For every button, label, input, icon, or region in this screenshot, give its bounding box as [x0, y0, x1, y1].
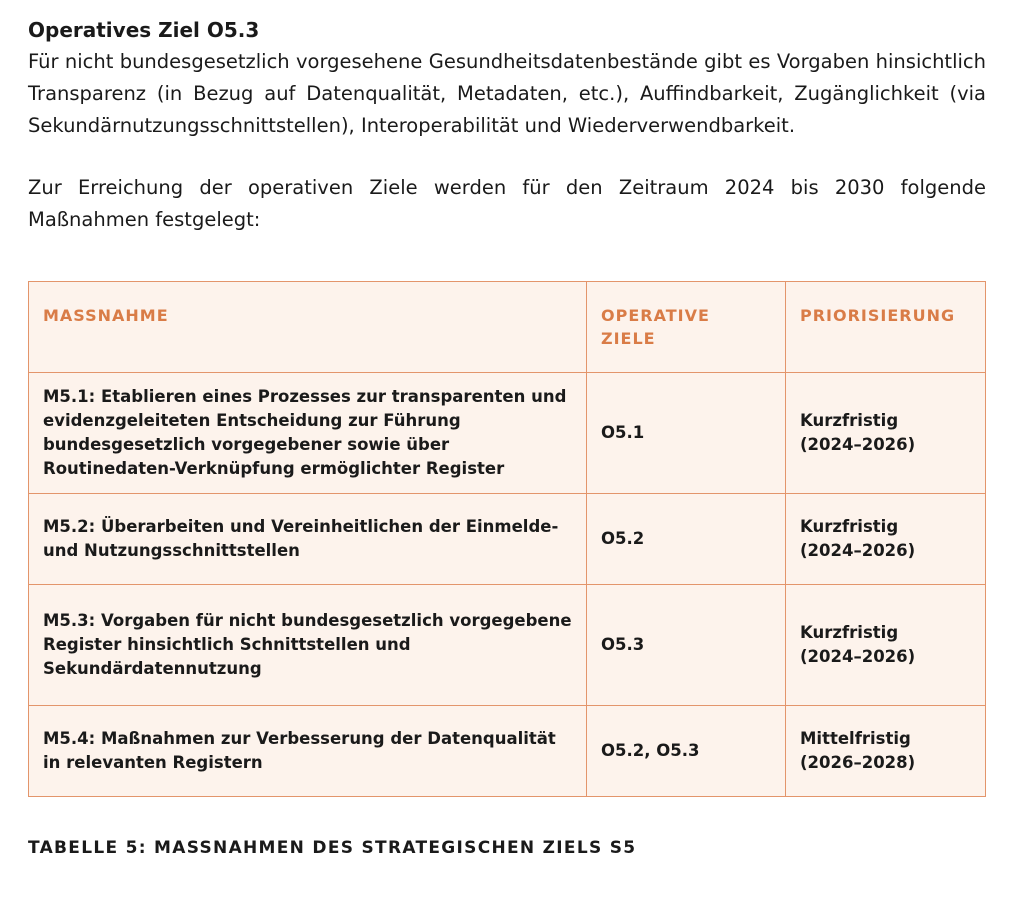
priority-period: (2024–2026)	[800, 541, 916, 560]
table-row	[29, 494, 986, 585]
goals-cell: O5.3	[587, 585, 786, 706]
table-row	[29, 585, 986, 706]
column-header-operative-goals: OPERATIVE ZIELE	[587, 282, 786, 373]
column-header-measure: MASSNAHME	[29, 282, 587, 373]
column-header-priority: PRIORISIERUNG	[786, 282, 986, 373]
table-caption: TABELLE 5: MASSNAHMEN DES STRATEGISCHEN ZIELS S5	[28, 838, 637, 858]
table-row	[29, 373, 986, 494]
measure-cell: M5.2: Überarbeiten und Vereinheitlichen der Einmelde- und Nutzungsschnittstellen	[29, 494, 587, 585]
priority-label: Kurzfristig	[800, 623, 899, 642]
measure-cell: M5.1: Etablieren eines Prozesses zur transparenten und evidenzgeleiteten Entscheidung zur Führung bundesgesetzlich vorgegebener sowie über Routinedaten-Verknüpfung ermöglichter Register	[29, 373, 587, 494]
intro-text: Zur Erreichung der operativen Ziele werden für den Zeitraum 2024 bis 2030 folgende Maßnahmen festgelegt:	[28, 176, 986, 231]
measure-cell: M5.3: Vorgaben für nicht bundesgesetzlich vorgegebene Register hinsichtlich Schnittstellen und Sekundärdatennutzung	[29, 585, 587, 706]
priority-label: Kurzfristig	[800, 517, 899, 536]
priority-label: Kurzfristig	[800, 411, 899, 430]
objective-text: Für nicht bundesgesetzlich vorgesehene Gesundheitsdatenbestände gibt es Vorgaben hinsichtlich Transparenz (in Bezug auf Datenqualität, Metadaten, etc.), Auffindbarkeit, Zugänglichkeit (via Sekundärnutzungsschnittstellen), Interoperabilität und Wiederverwendbarkeit.	[28, 50, 986, 137]
page-content	[28, 14, 986, 236]
priority-period: (2024–2026)	[800, 647, 916, 666]
priority-cell	[786, 373, 986, 494]
priority-cell	[786, 706, 986, 797]
table-row	[29, 706, 986, 797]
priority-label: Mittelfristig	[800, 729, 911, 748]
priority-cell	[786, 494, 986, 585]
objective-heading: Operatives Ziel O5.3	[28, 18, 260, 42]
goals-cell: O5.1	[587, 373, 786, 494]
priority-period: (2026–2028)	[800, 753, 916, 772]
goals-cell: O5.2	[587, 494, 786, 585]
measures-table	[28, 281, 986, 797]
priority-cell	[786, 585, 986, 706]
measure-cell: M5.4: Maßnahmen zur Verbesserung der Datenqualität in relevanten Registern	[29, 706, 587, 797]
priority-period: (2024–2026)	[800, 435, 916, 454]
goals-cell: O5.2, O5.3	[587, 706, 786, 797]
table-header-row	[29, 282, 986, 373]
